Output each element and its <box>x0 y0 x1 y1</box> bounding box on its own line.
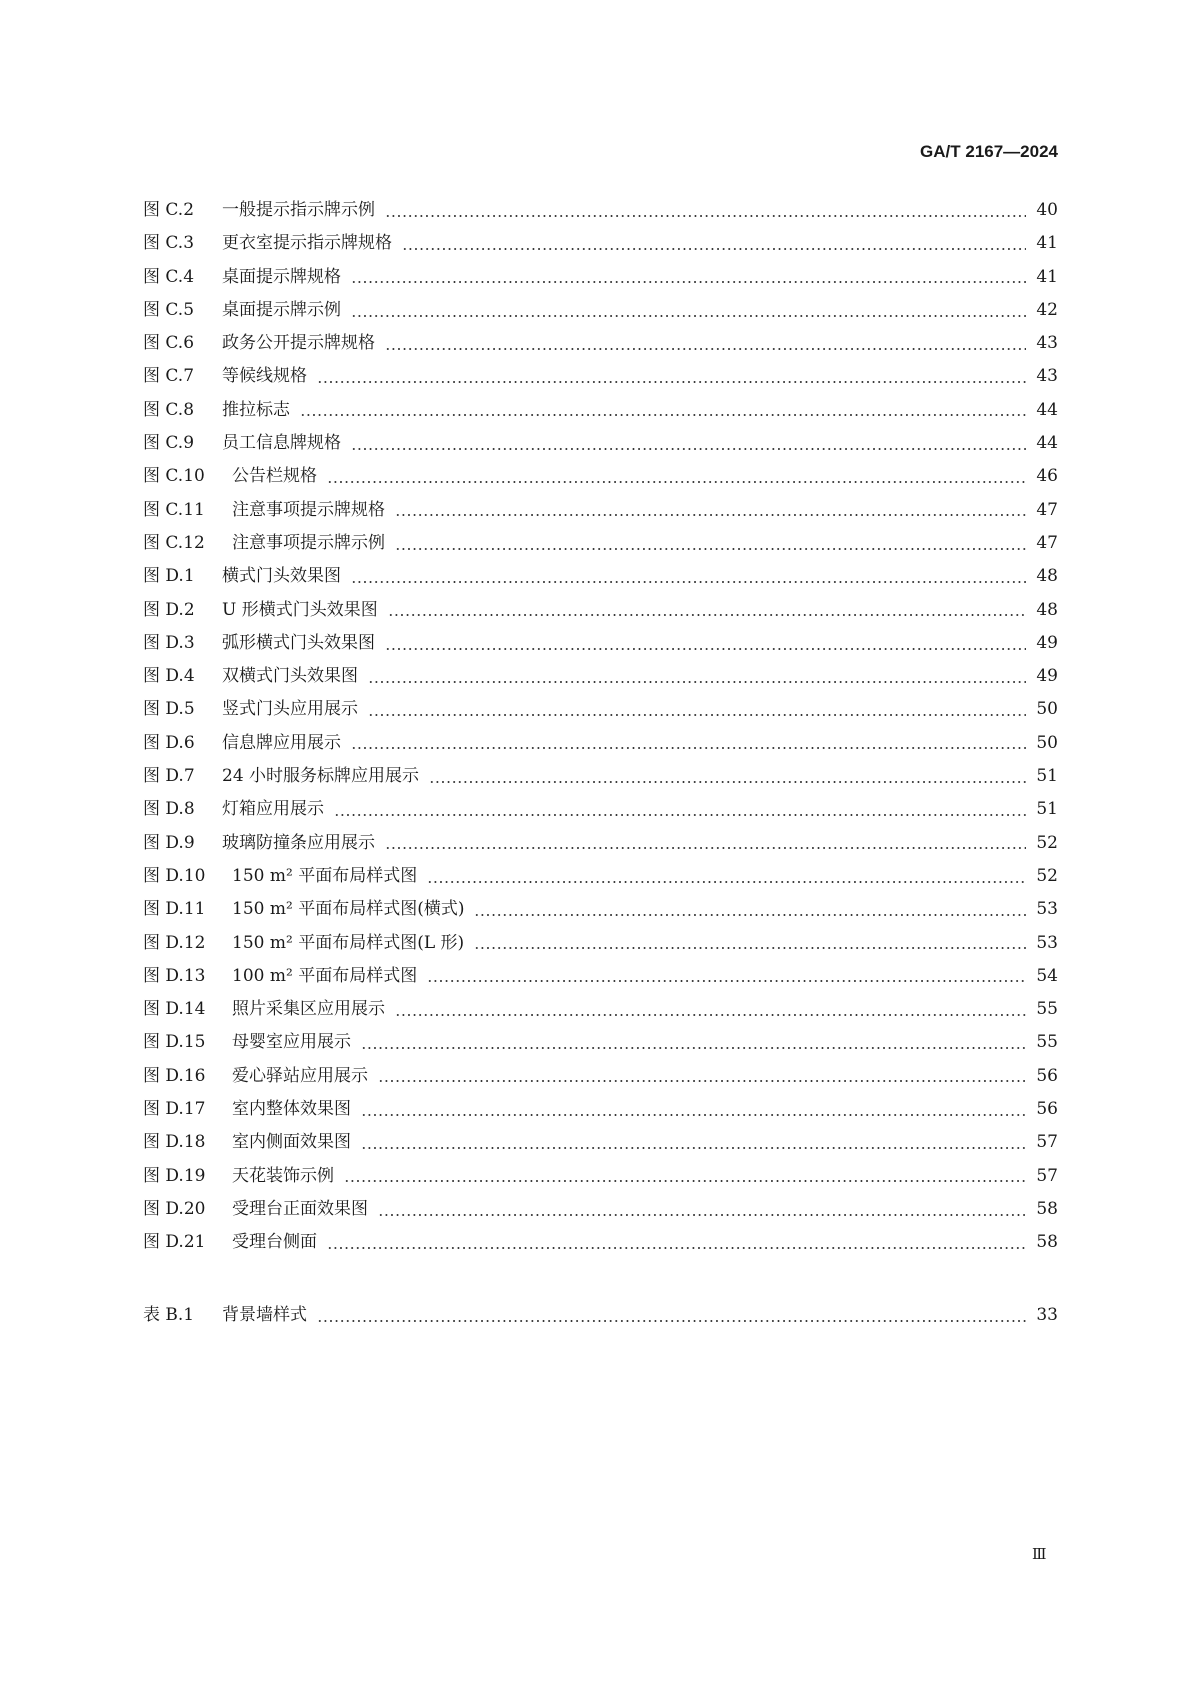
entry-page: 49 <box>1036 632 1058 653</box>
entry-title: 爱心驿站应用展示 <box>232 1065 368 1086</box>
dot-leader <box>378 1214 1026 1216</box>
entry-title: 母婴室应用展示 <box>232 1032 351 1053</box>
toc-entry[interactable] <box>143 361 1058 394</box>
entry-page: 48 <box>1036 599 1058 620</box>
entry-number: 图 D.8 <box>143 799 195 820</box>
entry-page: 47 <box>1036 532 1058 553</box>
entry-number: 图 D.7 <box>143 766 195 787</box>
dot-leader <box>317 1320 1026 1322</box>
entry-page: 41 <box>1036 233 1058 254</box>
entry-page: 51 <box>1036 799 1058 820</box>
dot-leader <box>300 414 1026 416</box>
entry-number: 图 D.19 <box>143 1165 206 1186</box>
toc-entry[interactable] <box>143 661 1058 694</box>
entry-number: 图 C.12 <box>143 532 205 553</box>
entry-number: 图 D.2 <box>143 599 195 620</box>
entry-title: 灯箱应用展示 <box>222 799 324 820</box>
entry-page: 57 <box>1036 1132 1058 1153</box>
dot-leader <box>351 281 1026 283</box>
entry-title: 背景墙样式 <box>222 1305 307 1325</box>
page-number: Ⅲ <box>1032 1545 1047 1563</box>
entry-title: 推拉标志 <box>222 399 290 420</box>
entry-number: 图 D.6 <box>143 732 195 753</box>
toc-entry[interactable] <box>143 262 1058 295</box>
toc-entry[interactable] <box>143 461 1058 494</box>
entry-title: 注意事项提示牌规格 <box>232 499 385 520</box>
entry-page: 43 <box>1036 333 1058 354</box>
document-code: GA/T 2167—2024 <box>920 142 1058 161</box>
entry-number: 图 D.11 <box>143 899 206 920</box>
entry-title: 注意事项提示牌示例 <box>232 532 385 553</box>
entry-number: 图 D.4 <box>143 666 195 687</box>
toc-entry[interactable] <box>143 395 1058 428</box>
entry-number: 图 D.5 <box>143 699 195 720</box>
entry-number: 图 C.3 <box>143 233 195 254</box>
entry-number: 图 D.20 <box>143 1198 206 1219</box>
toc-entry[interactable] <box>143 1061 1058 1094</box>
entry-title: 桌面提示牌规格 <box>222 266 341 287</box>
entry-page: 33 <box>1036 1305 1058 1325</box>
entry-number: 图 D.18 <box>143 1132 206 1153</box>
toc-entry[interactable] <box>143 1194 1058 1227</box>
dot-leader <box>385 215 1026 217</box>
toc-entry[interactable] <box>143 495 1058 528</box>
entry-title: 员工信息牌规格 <box>222 433 341 454</box>
toc-entry[interactable] <box>143 528 1058 561</box>
entry-page: 41 <box>1036 266 1058 287</box>
entry-page: 57 <box>1036 1165 1058 1186</box>
entry-number: 图 D.1 <box>143 566 195 587</box>
entry-number: 图 C.10 <box>143 466 205 487</box>
entry-number: 表 B.1 <box>143 1305 195 1325</box>
entry-page: 43 <box>1036 366 1058 387</box>
toc-entry[interactable] <box>143 628 1058 661</box>
entry-title: 150 m² 平面布局样式图(L 形) <box>232 932 465 953</box>
entry-title: 玻璃防撞条应用展示 <box>222 832 375 853</box>
dot-leader <box>429 781 1026 783</box>
dot-leader <box>402 248 1026 250</box>
dot-leader <box>351 581 1026 583</box>
table-list <box>143 1300 1058 1333</box>
toc-entry[interactable] <box>143 1094 1058 1127</box>
entry-number: 图 C.5 <box>143 299 195 320</box>
entry-number: 图 D.16 <box>143 1065 206 1086</box>
toc-entry[interactable] <box>143 328 1058 361</box>
entry-page: 44 <box>1036 433 1058 454</box>
entry-page: 55 <box>1036 999 1058 1020</box>
entry-number: 图 D.3 <box>143 632 195 653</box>
toc-entry[interactable] <box>143 1227 1058 1260</box>
toc-entry[interactable] <box>143 1161 1058 1194</box>
toc-entry[interactable] <box>143 828 1058 861</box>
entry-number: 图 D.21 <box>143 1232 206 1253</box>
dot-leader <box>344 1180 1026 1182</box>
toc-entry[interactable] <box>143 894 1058 927</box>
entry-page: 40 <box>1036 200 1058 220</box>
entry-page: 53 <box>1036 932 1058 953</box>
dot-leader <box>395 514 1026 516</box>
entry-number: 图 C.4 <box>143 266 195 287</box>
entry-number: 图 C.7 <box>143 366 195 387</box>
toc-entry[interactable] <box>143 295 1058 328</box>
entry-page: 52 <box>1036 832 1058 853</box>
entry-number: 图 C.6 <box>143 333 195 354</box>
entry-title: 双横式门头效果图 <box>222 666 358 687</box>
dot-leader <box>474 914 1026 916</box>
dot-leader <box>351 315 1026 317</box>
toc-entry[interactable] <box>143 961 1058 994</box>
entry-title: 等候线规格 <box>222 366 307 387</box>
entry-title: 竖式门头应用展示 <box>222 699 358 720</box>
entry-title: 室内侧面效果图 <box>232 1132 351 1153</box>
entry-title: 受理台侧面 <box>232 1232 317 1253</box>
entry-page: 46 <box>1036 466 1058 487</box>
toc-entry[interactable] <box>143 195 1058 228</box>
dot-leader <box>474 947 1026 949</box>
toc-entry[interactable] <box>143 728 1058 761</box>
entry-title: 天花装饰示例 <box>232 1165 334 1186</box>
entry-number: 图 D.15 <box>143 1032 206 1053</box>
entry-page: 48 <box>1036 566 1058 587</box>
dot-leader <box>388 614 1026 616</box>
dot-leader <box>427 881 1026 883</box>
entry-page: 51 <box>1036 766 1058 787</box>
entry-page: 58 <box>1036 1232 1058 1253</box>
dot-leader <box>334 814 1026 816</box>
entry-number: 图 D.14 <box>143 999 206 1020</box>
dot-leader <box>427 980 1026 982</box>
toc-entry[interactable] <box>143 561 1058 594</box>
entry-page: 49 <box>1036 666 1058 687</box>
entry-number: 图 D.12 <box>143 932 206 953</box>
entry-page: 56 <box>1036 1099 1058 1120</box>
dot-leader <box>361 1114 1026 1116</box>
entry-title: 信息牌应用展示 <box>222 732 341 753</box>
dot-leader <box>351 747 1026 749</box>
dot-leader <box>378 1080 1026 1082</box>
entry-number: 图 C.2 <box>143 200 195 220</box>
toc-entry[interactable] <box>143 428 1058 461</box>
toc-entry[interactable] <box>143 994 1058 1027</box>
entry-title: 照片采集区应用展示 <box>232 999 385 1020</box>
entry-title: 一般提示指示牌示例 <box>222 200 375 220</box>
toc-entry[interactable] <box>143 1300 1058 1333</box>
entry-page: 53 <box>1036 899 1058 920</box>
entry-title: 弧形横式门头效果图 <box>222 632 375 653</box>
dot-leader <box>385 348 1026 350</box>
entry-page: 44 <box>1036 399 1058 420</box>
dot-leader <box>361 1147 1026 1149</box>
dot-leader <box>368 681 1026 683</box>
entry-title: 室内整体效果图 <box>232 1099 351 1120</box>
entry-number: 图 D.10 <box>143 865 206 886</box>
figure-list <box>143 195 1058 1261</box>
entry-page: 50 <box>1036 699 1058 720</box>
entry-number: 图 D.13 <box>143 965 206 986</box>
entry-number: 图 C.11 <box>143 499 205 520</box>
toc-entry[interactable] <box>143 794 1058 827</box>
toc-entry[interactable] <box>143 761 1058 794</box>
dot-leader <box>368 714 1026 716</box>
entry-title: 公告栏规格 <box>232 466 317 487</box>
entry-title: 150 m² 平面布局样式图(横式) <box>232 899 465 920</box>
entry-page: 54 <box>1036 965 1058 986</box>
toc-entry[interactable] <box>143 1027 1058 1060</box>
entry-page: 58 <box>1036 1198 1058 1219</box>
dot-leader <box>317 381 1026 383</box>
dot-leader <box>385 847 1026 849</box>
entry-page: 47 <box>1036 499 1058 520</box>
dot-leader <box>395 548 1026 550</box>
entry-page: 56 <box>1036 1065 1058 1086</box>
entry-title: 横式门头效果图 <box>222 566 341 587</box>
toc-entry[interactable] <box>143 861 1058 894</box>
dot-leader <box>385 648 1026 650</box>
dot-leader <box>327 481 1026 483</box>
entry-number: 图 D.9 <box>143 832 195 853</box>
entry-page: 42 <box>1036 299 1058 320</box>
entry-title: 150 m² 平面布局样式图 <box>232 865 418 886</box>
dot-leader <box>327 1247 1026 1249</box>
toc-entry[interactable] <box>143 694 1058 727</box>
entry-number: 图 C.8 <box>143 399 195 420</box>
entry-title: 政务公开提示牌规格 <box>222 333 375 354</box>
dot-leader <box>351 448 1026 450</box>
entry-number: 图 C.9 <box>143 433 195 454</box>
toc-entry[interactable] <box>143 595 1058 628</box>
toc-entry[interactable] <box>143 228 1058 261</box>
entry-page: 50 <box>1036 732 1058 753</box>
entry-title: 100 m² 平面布局样式图 <box>232 965 418 986</box>
dot-leader <box>361 1047 1026 1049</box>
entry-title: 桌面提示牌示例 <box>222 299 341 320</box>
entry-title: 更衣室提示指示牌规格 <box>222 233 392 254</box>
entry-page: 52 <box>1036 865 1058 886</box>
entry-number: 图 D.17 <box>143 1099 206 1120</box>
entry-page: 55 <box>1036 1032 1058 1053</box>
entry-title: 受理台正面效果图 <box>232 1198 368 1219</box>
toc-entry[interactable] <box>143 1127 1058 1160</box>
entry-title: U 形横式门头效果图 <box>222 599 378 620</box>
toc-entry[interactable] <box>143 928 1058 961</box>
dot-leader <box>395 1014 1026 1016</box>
entry-title: 24 小时服务标牌应用展示 <box>222 766 420 787</box>
